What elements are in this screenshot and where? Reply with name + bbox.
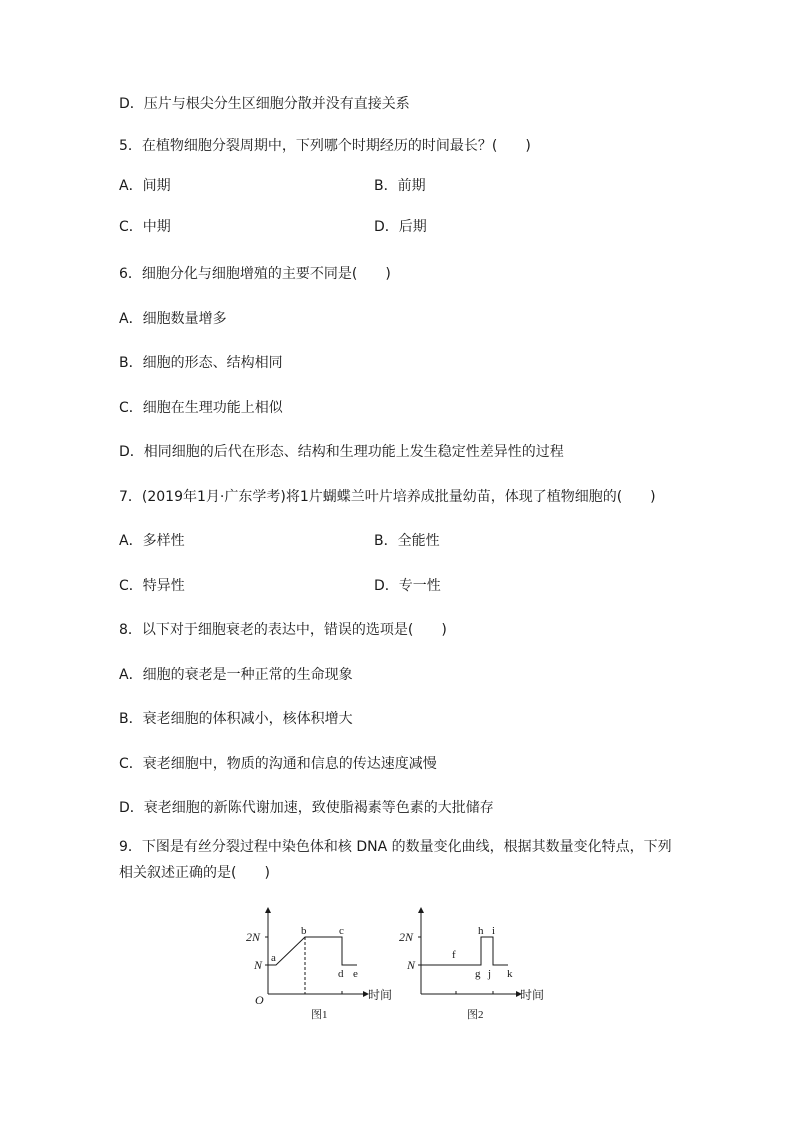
q5-option-c: C．中期 <box>119 219 171 235</box>
q6-option-c: C．细胞在生理功能上相似 <box>119 400 283 416</box>
q8-option-b: B．衰老细胞的体积减小，核体积增大 <box>119 711 353 727</box>
question-6: 6．细胞分化与细胞增殖的主要不同是( ) <box>119 266 391 282</box>
fig2-point-h: h <box>478 925 484 937</box>
q7-option-a: A．多样性 <box>119 533 185 549</box>
fig1-caption: 图1 <box>311 1009 328 1021</box>
fig2-point-j: j <box>488 968 492 980</box>
question-7: 7．(2019年1月·广东学考)将1片蝴蝶兰叶片培养成批量幼苗，体现了植物细胞的( ) <box>119 489 656 505</box>
fig2-point-i: i <box>492 925 496 937</box>
q7-option-c: C．特异性 <box>119 578 185 594</box>
q8-option-d: D．衰老细胞的新陈代谢加速，致使脂褐素等色素的大批储存 <box>119 800 494 816</box>
question-9-line-1: 9．下图是有丝分裂过程中染色体和核 DNA 的数量变化曲线，根据其数量变化特点，下列 <box>119 839 672 855</box>
q7-option-d: D．专一性 <box>374 578 441 594</box>
question-5: 5．在植物细胞分裂周期中，下列哪个时期经历的时间最长？( ) <box>119 138 531 154</box>
q5-option-d: D．后期 <box>374 219 427 235</box>
fig1-ytick-2n: 2N <box>246 930 261 944</box>
figure-2-graph <box>399 908 544 1021</box>
fig1-point-d: d <box>338 968 344 980</box>
fig1-point-e: e <box>353 968 358 980</box>
fig2-point-f: f <box>452 949 456 961</box>
q8-option-a: A．细胞的衰老是一种正常的生命现象 <box>119 667 353 683</box>
fig1-ytick-n: N <box>254 958 263 972</box>
fig2-ytick-n: N <box>407 958 416 972</box>
q6-option-b: B．细胞的形态、结构相同 <box>119 355 283 371</box>
fig1-x-label: 时间 <box>368 988 393 1002</box>
figure-1-graph <box>246 908 392 1021</box>
fig1-origin: O <box>255 993 264 1007</box>
q8-option-c: C．衰老细胞中，物质的沟通和信息的传达速度减慢 <box>119 756 437 772</box>
q4-option-d: D．压片与根尖分生区细胞分散并没有直接关系 <box>119 96 410 112</box>
fig1-point-b: b <box>301 925 307 937</box>
q6-option-d: D．相同细胞的后代在形态、结构和生理功能上发生稳定性差异性的过程 <box>119 444 564 460</box>
q5-option-a: A．间期 <box>119 178 171 194</box>
fig2-point-g: g <box>475 968 481 980</box>
fig2-point-k: k <box>507 968 513 980</box>
q5-option-b: B．前期 <box>374 178 426 194</box>
fig1-point-c: c <box>339 925 344 937</box>
fig1-point-a: a <box>271 952 276 964</box>
fig2-caption: 图2 <box>467 1009 484 1021</box>
fig1-curve <box>268 937 357 965</box>
q7-option-b: B．全能性 <box>374 533 440 549</box>
question-9-line-2: 相关叙述正确的是( ) <box>119 865 270 881</box>
question-8: 8．以下对于细胞衰老的表达中，错误的选项是( ) <box>119 622 447 638</box>
fig2-ytick-2n: 2N <box>399 930 414 944</box>
chromosome-dna-figure <box>238 898 558 1028</box>
q6-option-a: A．细胞数量增多 <box>119 311 227 327</box>
fig2-curve <box>421 937 508 965</box>
fig2-x-label: 时间 <box>520 988 545 1002</box>
